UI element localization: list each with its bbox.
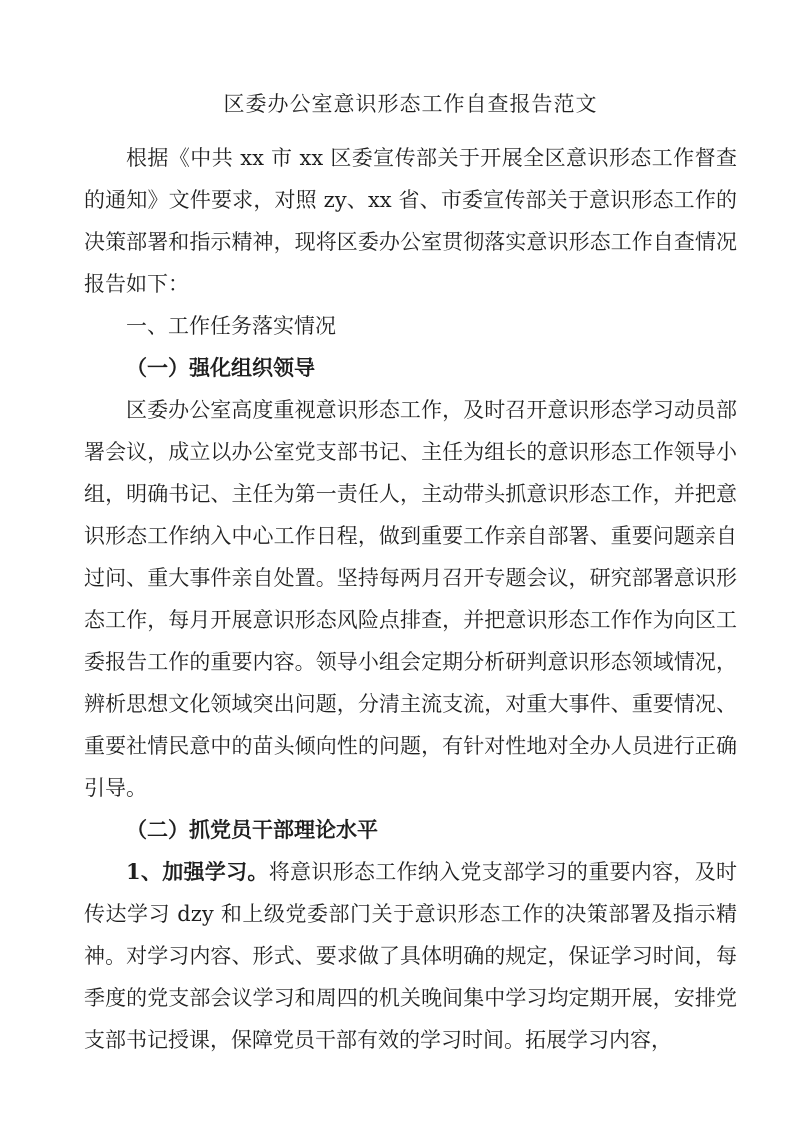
intro-paragraph: 根据《中共 xx 市 xx 区委宣传部关于开展全区意识形态工作督查的通知》文件要求，对照 zy、xx 省、市委宣传部关于意识形态工作的决策部署和指示精神，现将区委办公室贯彻落实意识形态工作自查情况报告如下： <box>84 146 737 296</box>
section-1-heading: 一、工作任务落实情况 <box>126 314 336 338</box>
subsection-2-item-1 <box>84 851 737 1061</box>
subsection-2-heading: （二）抓党员干部理论水平 <box>126 817 378 842</box>
item-1-lead: 1、加强学习。 <box>126 859 269 884</box>
item-1-text: 将意识形态工作纳入党支部学习的重要内容，及时传达学习 dzy 和上级党委部门关于意识形态工作的决策部署及指示精神。对学习内容、形式、要求做了具体明确的规定，保证学习时间，每季度的党支部会议学习和周四的机关晚间集中学习均定期开展，安排党支部书记授课，保障党员干部有效的学习时间。拓展学习内容， <box>84 860 737 1052</box>
document-title: 区委办公室意识形态工作自查报告范文 <box>223 92 598 116</box>
subsection-1-paragraph: 区委办公室高度重视意识形态工作，及时召开意识形态学习动员部署会议，成立以办公室党支部书记、主任为组长的意识形态工作领导小组，明确书记、主任为第一责任人，主动带头抓意识形态工作，并把意识形态工作纳入中心工作日程，做到重要工作亲自部署、重要问题亲自过问、重大事件亲自处置。坚持每两月召开专题会议，研究部署意识形态工作，每月开展意识形态风险点排查，并把意识形态工作作为向区工委报告工作的重要内容。领导小组会定期分析研判意识形态领域情况，辨析思想文化领域突出问题，分清主流支流，对重大事件、重要情况、重要社情民意中的苗头倾向性的问题，有针对性地对全办人员进行正确引导。 <box>84 398 737 800</box>
subsection-1-heading: （一）强化组织领导 <box>126 355 315 380</box>
